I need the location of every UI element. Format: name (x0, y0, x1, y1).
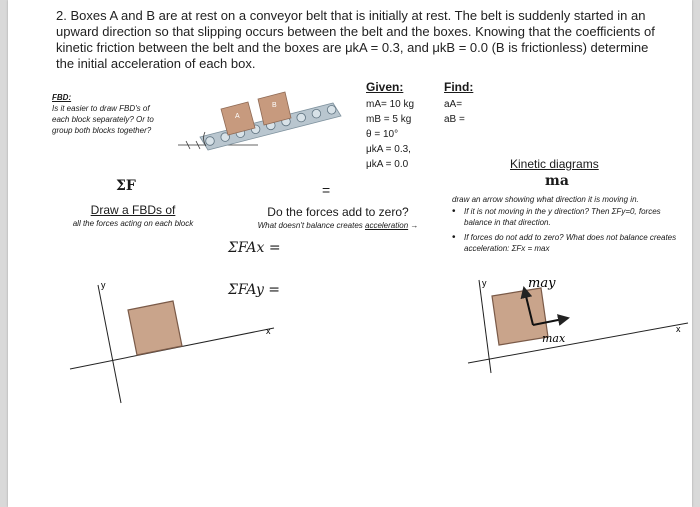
forces-hint-arrow: → (410, 221, 419, 230)
given-title: Given: (366, 80, 404, 94)
fbd-instruction-sub: all the forces acting on each block (72, 219, 194, 228)
kd-x-label: x (676, 324, 681, 334)
kd-may-label: may (528, 276, 556, 291)
forces-hint-link: acceleration (365, 221, 409, 230)
kd-y-label: y (482, 278, 487, 288)
problem-number: 2. (56, 8, 67, 23)
box-a-label: A (235, 113, 240, 120)
kinetic-ma: ma (545, 173, 569, 189)
sum-f-equals: = (322, 182, 331, 198)
box-b-label: B (272, 102, 277, 109)
find-title: Find: (444, 80, 474, 94)
given-item: μkA = 0.3, (366, 144, 411, 155)
problem-text: Boxes A and B are at rest on a conveyor belt that is initially at rest. The belt is suddenly started in an upward direction so that slipping occurs between the belt and the boxes. Knowing that the coefficients of kinetic friction between the belt and the boxes are μkA = 0.3, and μkB = 0.0 (B is frictionless) determine the initial acceleration of each box. (56, 8, 655, 71)
find-item: aA= (444, 99, 463, 110)
kd-max-label: max (542, 332, 566, 345)
given-item: mB = 5 kg (366, 114, 412, 125)
kinetic-title: Kinetic diagrams (510, 157, 599, 171)
equation-fay: ΣFAy = (228, 282, 281, 298)
worksheet-slide (8, 0, 692, 507)
equation-fax: ΣFAx = (228, 240, 281, 256)
kinetic-bullet-1: • If it is not moving in the y direction? Then ΣFy=0, forces balance in that direction. (452, 206, 688, 228)
fbd-heading: FBD: (52, 93, 72, 102)
find-item: aB = (444, 114, 465, 125)
forces-question: Do the forces add to zero? (267, 205, 409, 219)
given-item: μkA = 0.0 (366, 159, 409, 170)
fbd-x-label: x (266, 326, 271, 336)
kinetic-diagram (8, 0, 692, 507)
sum-f-symbol: ΣF (116, 178, 136, 194)
fbd-instruction-main: Draw a FBDs of (90, 203, 176, 217)
kinetic-bullet-2: • If forces do not add to zero? What does not balance creates acceleration: ΣFx = max (452, 232, 688, 254)
forces-hint-prefix: What doesn't balance creates (257, 221, 365, 230)
fbd-y-label: y (101, 280, 106, 290)
given-item: mA= 10 kg (366, 99, 415, 110)
fbd-question: Is it easier to draw FBD's of each block separately? Or to group both blocks together? (52, 104, 154, 135)
given-item: θ = 10° (366, 129, 399, 140)
kd-block (492, 288, 548, 345)
kinetic-intro: draw an arrow showing what direction it is moving in. (452, 195, 639, 204)
